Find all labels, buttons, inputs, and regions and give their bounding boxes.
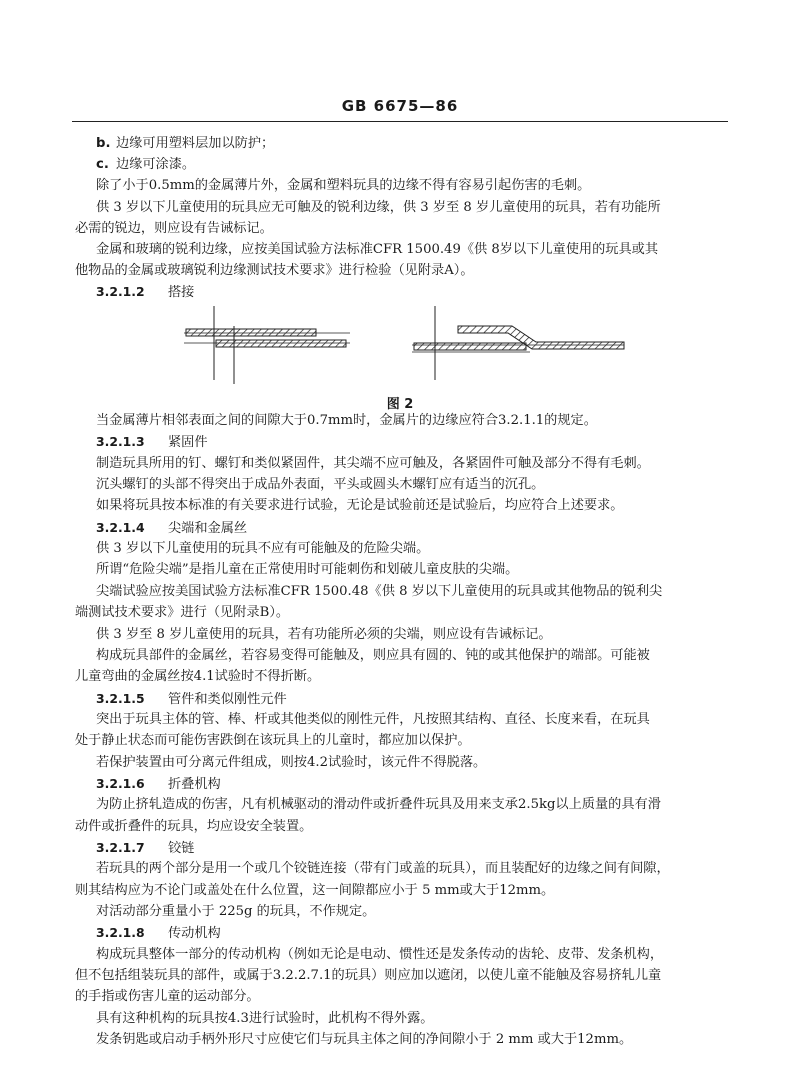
paragraph-continuation: 则其结构应为不论门或盖处在什么位置，这一间隙都应小于 5 mm或大于12mm。 xyxy=(75,882,555,898)
paragraph-line: 构成玩具整体一部分的传动机构（例如无论是电动、惯性还是发条传动的齿轮、皮带、发条机构， xyxy=(96,946,664,962)
section-title: 折叠机构 xyxy=(168,776,221,792)
paragraph-line: 供 3 岁至 8 岁儿童使用的玩具，若有功能所必须的尖端，则应设有告诫标记。 xyxy=(96,626,552,642)
paragraph-line: 为防止挤轧造成的伤害，凡有机械驱动的滑动件或折叠件玩具及用来支承2.5kg以上质量的具有滑 xyxy=(96,797,661,813)
paragraph-line: 所谓“危险尖端”是指儿童在正常使用时可能刺伤和划破儿童皮肤的尖端。 xyxy=(96,562,519,578)
paragraph-continuation: 但不包括组装玩具的部件，或属于3.2.2.7.1的玩具）则应加以遮闭，以使儿童不能触及容易挤轧儿童 xyxy=(75,968,662,984)
figure-caption: 图 2 xyxy=(386,397,414,412)
standard-number-header: GB 6675—86 xyxy=(341,97,459,115)
paragraph-line: 构成玩具部件的金属丝，若容易变得可能触及，则应具有圆的、钝的或其他保护的端部。可能被 xyxy=(96,647,650,663)
section-title: 紧固件 xyxy=(168,435,208,451)
section-number: 3.2.1.5 xyxy=(96,690,145,706)
paragraph-line: 沉头螺钉的头部不得突出于成品外表面，平头或圆头木螺钉应有适当的沉孔。 xyxy=(96,477,545,493)
paragraph-line: 当金属薄片相邻表面之间的间隙大于0.7mm时，金属片的边缘应符合3.2.1.1的规定。 xyxy=(96,413,597,428)
paragraph-line: 供 3 岁以下儿童使用的玩具应无可触及的锐利边缘，供 3 岁至 8 岁儿童使用的玩具，若有功能所 xyxy=(96,199,661,215)
paragraph-line: 发条钥匙或启动手柄外形尺寸应使它们与玩具主体之间的净间隙小于 2 mm 或大于12mm。 xyxy=(96,1032,633,1048)
paragraph-line: 若保护装置由可分离元件组成，则按4.2试验时，该元件不得脱落。 xyxy=(96,754,487,770)
figure-2-lap-joint-diagram xyxy=(0,300,800,390)
section-heading xyxy=(96,925,221,942)
lap-joint-flat xyxy=(184,306,350,384)
paragraph-line: 如果将玩具按本标准的有关要求进行试验，无论是试验前还是试验后，均应符合上述要求。 xyxy=(96,498,624,514)
section-title: 铰链 xyxy=(168,841,195,856)
section-heading xyxy=(96,284,194,301)
section-number: 3.2.1.7 xyxy=(96,840,145,855)
list-item xyxy=(96,157,195,173)
list-item xyxy=(96,136,274,152)
paragraph-line: 对活动部分重量小于 225g 的玩具，不作规定。 xyxy=(96,904,376,920)
paragraph-continuation: 必需的锐边，则应设有告诫标记。 xyxy=(75,220,273,236)
paragraph-continuation: 儿童弯曲的金属丝按4.1试验时不得折断。 xyxy=(75,669,321,685)
header-rule xyxy=(72,121,728,122)
paragraph-continuation: 端测试技术要求》进行（见附录B）。 xyxy=(75,605,290,621)
paragraph-line: 尖端试验应按美国试验方法标准CFR 1500.48《供 8 岁以下儿童使用的玩具或其他物品的锐利尖 xyxy=(96,583,663,599)
section-heading xyxy=(96,520,247,537)
paragraph-line: 突出于玩具主体的管、棒、杆或其他类似的刚性元件，凡按照其结构、直径、长度来看，在玩具 xyxy=(96,711,650,727)
list-item-text: 边缘可涂漆。 xyxy=(116,157,196,173)
paragraph-line: 制造玩具所用的钉、螺钉和类似紧固件，其尖端不应可触及，各紧固件可触及部分不得有毛刺。 xyxy=(96,455,650,471)
section-number: 3.2.1.3 xyxy=(96,434,145,450)
paragraph-line: 供 3 岁以下儿童使用的玩具不应有可能触及的危险尖端。 xyxy=(96,541,430,557)
section-title: 管件和类似刚性元件 xyxy=(168,691,287,707)
section-title: 尖端和金属丝 xyxy=(168,520,248,536)
paragraph-line: 除了小于0.5mm的金属薄片外，金属和塑料玩具的边缘不得有容易引起伤害的毛刺。 xyxy=(96,178,591,194)
list-item-label: b. xyxy=(96,136,111,151)
section-number: 3.2.1.8 xyxy=(96,925,145,941)
section-number: 3.2.1.2 xyxy=(96,284,145,300)
paragraph-continuation: 他物品的金属或玻璃锐利边缘测试技术要求》进行检验（见附录A）。 xyxy=(75,263,474,279)
list-item-label: c. xyxy=(96,157,109,173)
paragraph-continuation: 处于静止状态而可能伤害跌倒在该玩具上的儿童时，都应加以保护。 xyxy=(75,733,471,749)
section-number: 3.2.1.4 xyxy=(96,519,145,535)
section-title: 传动机构 xyxy=(168,926,221,942)
list-item-text: 边缘可用塑料层加以防护； xyxy=(116,136,275,151)
section-number: 3.2.1.6 xyxy=(96,775,145,791)
section-heading xyxy=(96,691,287,708)
paragraph-continuation: 的手指或伤害儿童的运动部分。 xyxy=(75,989,260,1005)
section-heading xyxy=(96,840,194,857)
section-heading xyxy=(96,776,221,793)
section-title: 搭接 xyxy=(168,285,195,301)
paragraph-continuation: 动件或折叠件的玩具，均应设安全装置。 xyxy=(75,818,313,834)
paragraph-line: 若玩具的两个部分是用一个或几个铰链连接（带有门或盖的玩具），而且装配好的边缘之间有间隙， xyxy=(96,861,670,877)
paragraph-line: 金属和玻璃的锐利边缘，应按美国试验方法标准CFR 1500.49《供 8岁以下儿童使用的玩具或其 xyxy=(96,242,659,257)
lap-joint-offset xyxy=(412,306,624,380)
paragraph-line: 具有这种机构的玩具按4.3进行试验时，此机构不得外露。 xyxy=(96,1010,434,1026)
section-heading xyxy=(96,434,208,451)
